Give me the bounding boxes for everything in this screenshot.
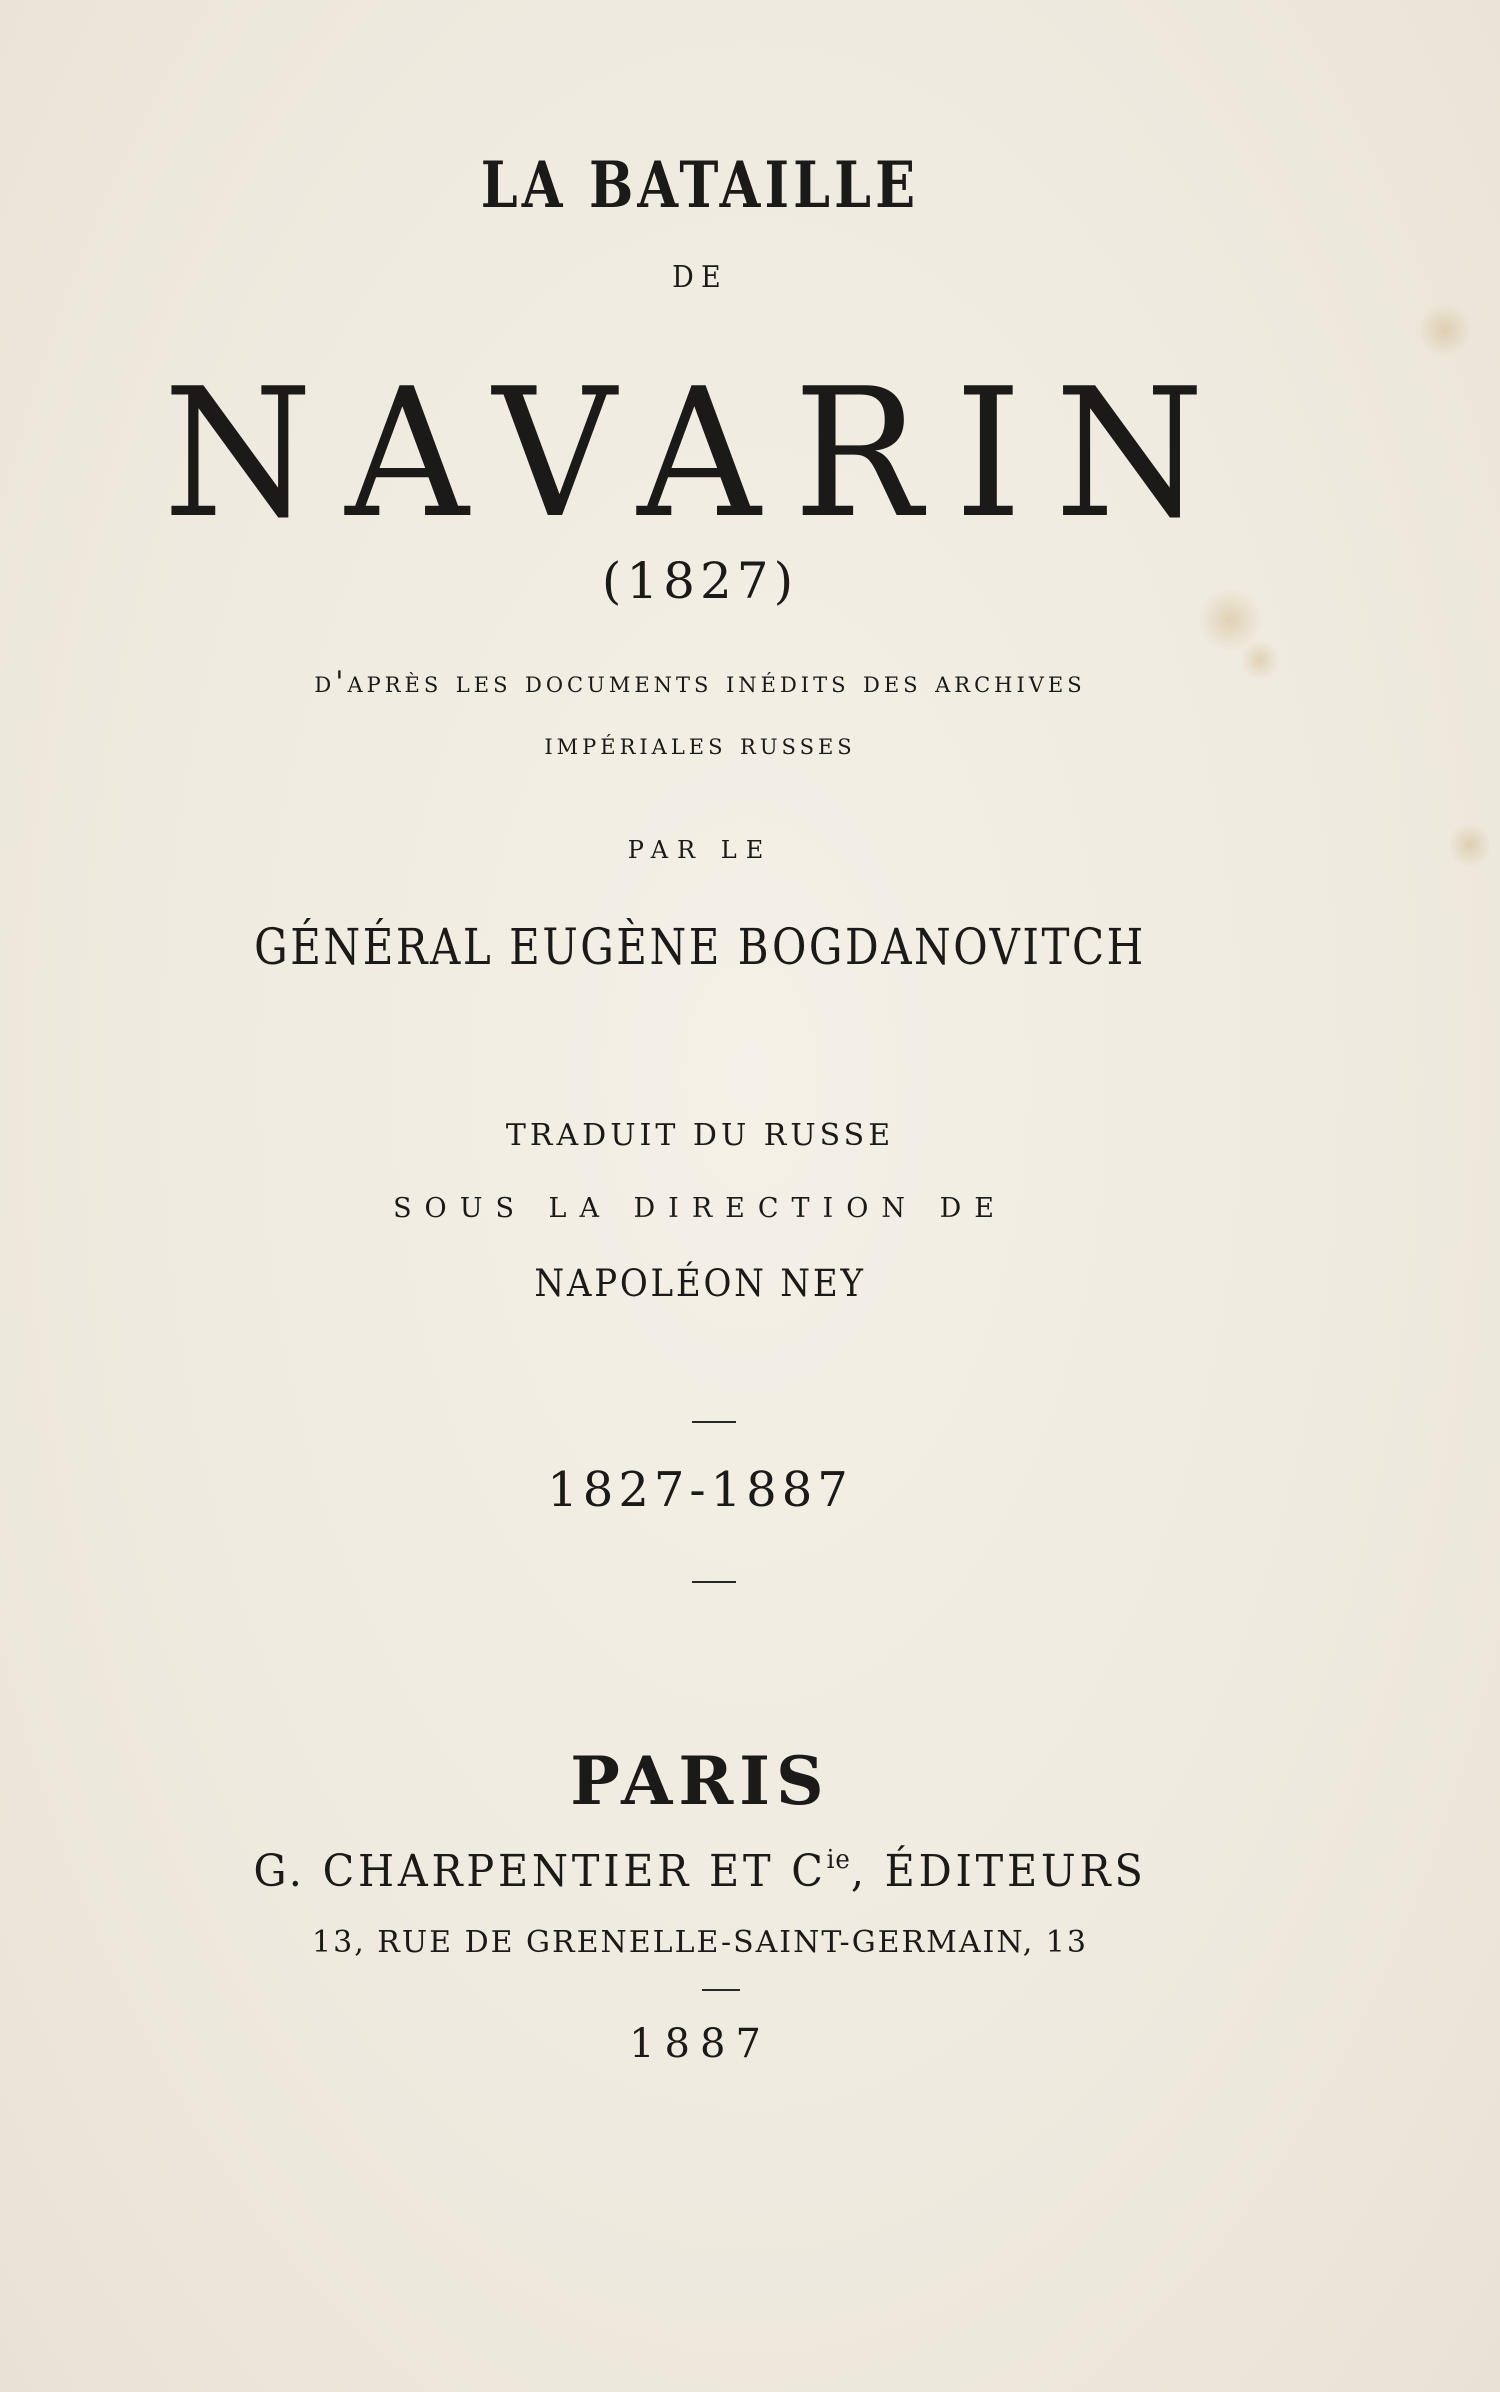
title-line-2: DE bbox=[672, 260, 728, 295]
by-label: PAR LE bbox=[627, 836, 773, 864]
translated-label: TRADUIT DU RUSSE bbox=[505, 1118, 895, 1153]
publisher-name: G. CHARPENTIER ET C bbox=[253, 1846, 827, 1897]
publisher-suffix: , ÉDITEURS bbox=[850, 1846, 1147, 1897]
anniversary-range: 1827-1887 bbox=[547, 1462, 853, 1518]
divider-rule bbox=[702, 1989, 740, 1991]
publisher-address: 13, RUE DE GRENELLE-SAINT-GERMAIN, 13 bbox=[312, 1925, 1088, 1960]
subtitle-line-2: impériales russes bbox=[544, 727, 856, 762]
publication-year: 1887 bbox=[629, 2021, 771, 2067]
subtitle-line-1: d'après les documents inédits des archives bbox=[314, 665, 1086, 700]
direction-label: SOUS LA DIRECTION DE bbox=[393, 1193, 1007, 1224]
divider-rule bbox=[692, 1581, 736, 1583]
author-name: GÉNÉRAL EUGÈNE BOGDANOVITCH bbox=[254, 918, 1146, 976]
publication-city: PARIS bbox=[570, 1742, 830, 1820]
publisher-superscript: ie bbox=[826, 1845, 851, 1875]
translator-name: NAPOLÉON NEY bbox=[534, 1262, 866, 1305]
main-title: NAVARIN bbox=[163, 350, 1237, 557]
title-line-1: LA BATAILLE bbox=[480, 148, 920, 223]
battle-year: (1827) bbox=[601, 552, 799, 610]
divider-rule bbox=[692, 1421, 736, 1423]
foxing-stain bbox=[1420, 300, 1470, 360]
foxing-stain bbox=[1450, 820, 1490, 870]
publisher bbox=[42, 1845, 1358, 1897]
